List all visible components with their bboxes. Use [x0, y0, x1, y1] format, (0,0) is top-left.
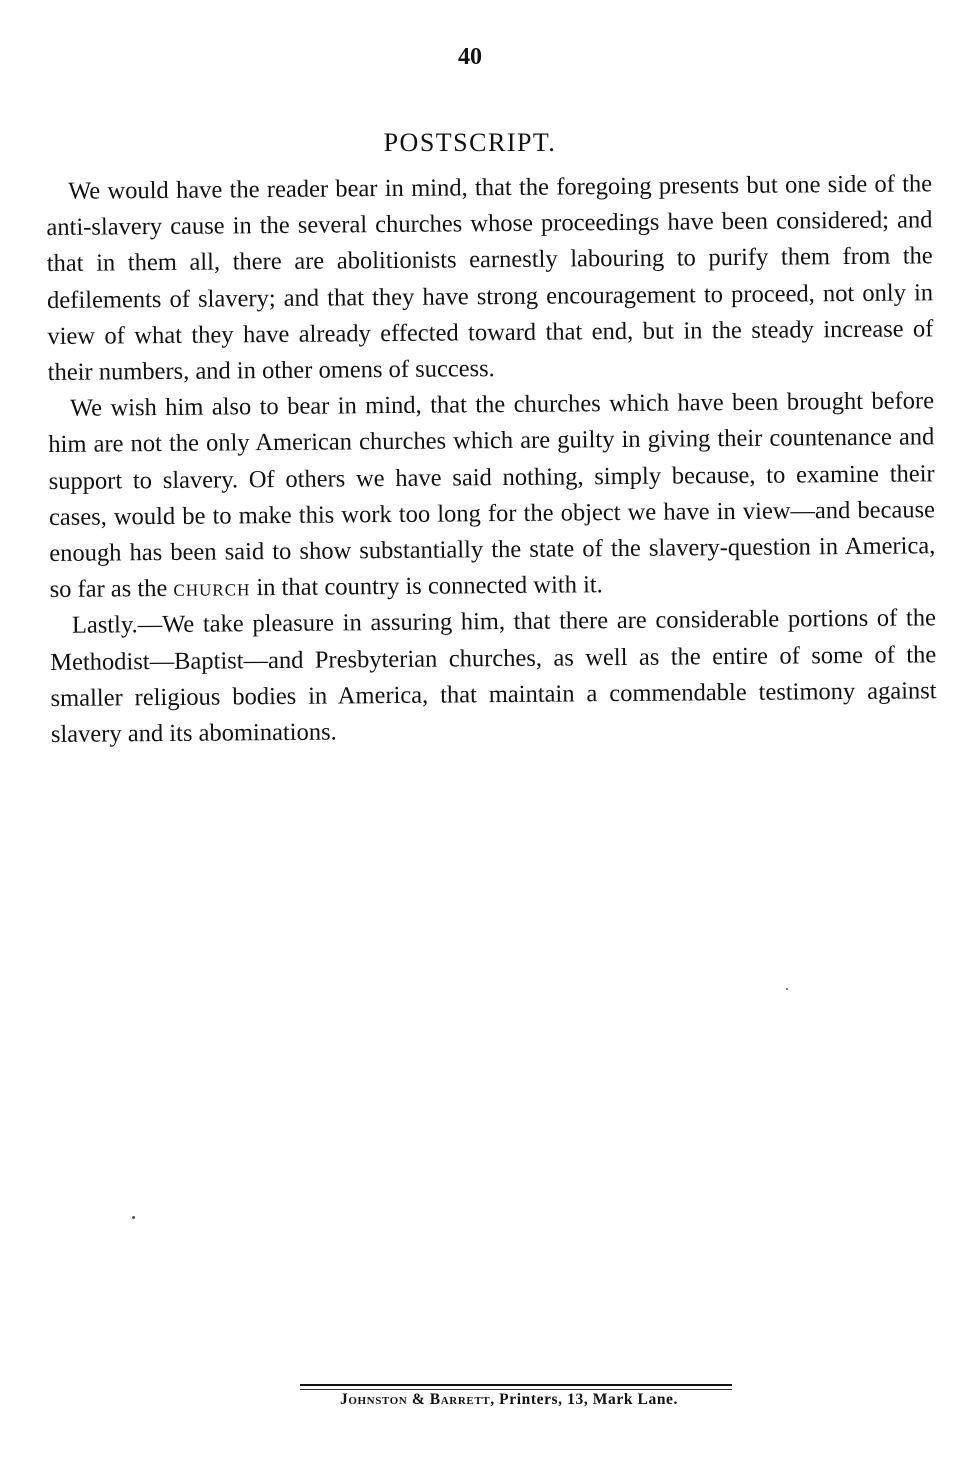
printer-address: Printers, 13, Mark Lane.: [499, 1391, 679, 1408]
printer-imprint: [0, 1391, 980, 1409]
footer-rule: [300, 1384, 732, 1386]
section-title: POSTSCRIPT.: [383, 128, 557, 157]
paragraph-2-ending: in that country is connected with it.: [256, 571, 603, 602]
paper-speck: [786, 988, 788, 990]
paragraph-2-text: We wish him also to bear in mind, that the churches which have been brought before him are not the only American churches which are guilty in giving their countenance and support to slavery. Of others we have said nothing, simply because, to examine their cases, would be to make this work too long for the object we have in view—and because enough has been said to show substantially the state of the slavery-question in America, so far as the: [48, 387, 936, 604]
footer-rule-thin: [300, 1389, 732, 1390]
paragraph-3: Lastly.—We take pleasure in assuring him, that there are considerable portions of the Methodist—Baptist—and Presbyterian churches, as well as the entire of some of the smaller religious bodies in America, that maintain a commendable testimony against slavery and its abominations.: [50, 604, 937, 749]
church-word: church: [173, 574, 251, 603]
paper-speck: [132, 1216, 135, 1219]
printer-names: Johnston & Barrett,: [339, 1391, 495, 1408]
page-number: 40: [458, 44, 482, 70]
postscript-body: [46, 166, 937, 753]
paragraph-2: [48, 383, 936, 608]
paragraph-1: We would have the reader bear in mind, that the foregoing presents but one side of the anti-slavery cause in the several churches whose proceedings have been considered; and that in them all, there are abolitionists earnestly labouring to purify them from the defilements of slavery; and that they have strong encouragement to proceed, not only in view of what they have already effected toward that end, but in the steady increase of their numbers, and in other omens of success.: [46, 170, 934, 387]
